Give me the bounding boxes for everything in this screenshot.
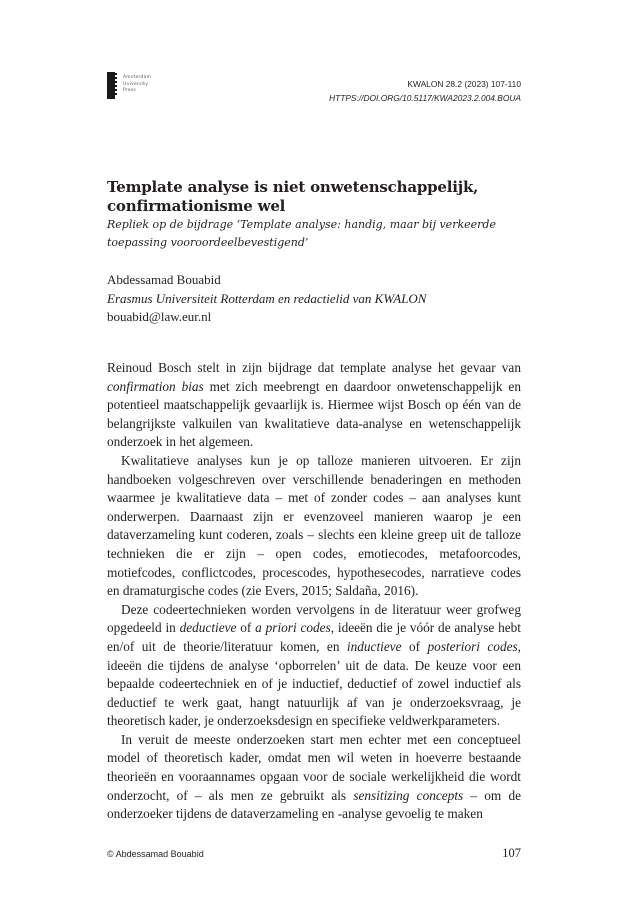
page-number: 107 [502, 846, 521, 860]
journal-header [329, 77, 521, 105]
text-run: – om de onderzoeker tijdens de dataverzameling en -analyse gevoelig te maken [107, 787, 521, 822]
publisher-logo [107, 72, 167, 100]
emphasis: deductieve [179, 620, 237, 636]
publisher-line: Press [123, 88, 137, 93]
emphasis: posteriori codes, [427, 638, 522, 654]
paragraph-4 [107, 731, 521, 824]
text-run: In veruit de meeste onderzoeken start men echter met een conceptueel model of theoretisch kader, omdat men wil weten in hoeverre bestaande theorieën en vooraannames opgaan voor de sociale werkelijkheid die wordt onderzocht, of – als men ze gebruikt als [107, 731, 521, 803]
paragraph-1 [107, 359, 521, 452]
author-info [107, 271, 527, 327]
author-email[interactable]: bouabid@law.eur.nl [107, 309, 212, 324]
emphasis: confirmation bias [107, 378, 204, 394]
title-line: Template analyse is niet onwetenschappelijk, [107, 178, 479, 196]
text-run: Deze codeertechnieken worden vervolgens in de literatuur weer grofweg opgedeeld in [107, 601, 521, 636]
subtitle-line: toepassing vooroordeelbevestigend’ [107, 236, 309, 249]
text-run: Reinoud Bosch stelt in zijn bijdrage dat template analyse het gevaar van [107, 360, 521, 375]
text-run: , ideeën die je vóór de analyse hebt en/of uit de theorie/literatuur komen, en [107, 620, 521, 654]
publisher-line: Amsterdam [123, 75, 152, 80]
text-run: Kwalitatieve analyses kun je op talloze manieren uitvoeren. Er zijn handboeken volgeschreven over verschillende benaderingen en methoden waarmee je kwalitatieve data – met of zonder codes – aan analyses kunt onderwerpen. Daarnaast zijn er evenzoveel manieren waarop je een dataverzameling kunt coderen, zoals – slechts een kleine greep uit de talloze technieken die er zijn – open codes, emotiecodes, metafoorcodes, motiefcodes, conflictcodes, procescodes, hypothesecodes, narratieve codes en dramaturgische codes (zie Evers, 2015; Saldaña, 2016). [107, 452, 521, 599]
emphasis: inductieve [346, 638, 402, 654]
subtitle-line: Repliek op de bijdrage ‘Template analyse: handig, maar bij verkeerde [107, 218, 496, 231]
text-run: of [401, 638, 428, 654]
paragraph-3 [107, 601, 521, 731]
author-affiliation: Erasmus Universiteit Rotterdam en redactielid van KWALON [107, 290, 427, 306]
emphasis: a priori codes [255, 620, 331, 636]
logo-teeth-decoration [114, 73, 117, 99]
emphasis: sensitizing concepts [353, 787, 464, 803]
article-body [107, 359, 521, 824]
text-run: ideeën die tijdens de analyse ‘opborrelen’ uit de data. De keuze voor een bepaalde codeertechniek en of je inductief, deductief of zowel inductief als deductief te werk gaat, hangt natuurlijk af van je onderzoeksvraag, je theoretisch kader, je onderzoeksdesign en specifieke veldwerkparameters. [107, 657, 521, 729]
copyright-notice: © Abdessamad Bouabid [107, 849, 204, 859]
journal-citation: KWALON 28.2 (2023) 107-110 [407, 79, 521, 89]
doi-link[interactable]: HTTPS://DOI.ORG/10.5117/KWA2023.2.004.BOUA [329, 93, 521, 103]
article-heading [107, 178, 527, 252]
author-name: Abdessamad Bouabid [107, 272, 221, 287]
article-subtitle [107, 216, 527, 252]
text-run: of [236, 620, 256, 636]
publisher-name [123, 75, 151, 95]
text-run: met zich meebrengt en daardoor onwetenschappelijk en potentieel maatschappelijk gevaarlijk is. Hiermee wijst Bosch op één van de belangrijkste valkuilen van kwalitatieve data-analyse en wetenschappelijk onderzoek in het algemeen. [107, 378, 521, 450]
paragraph-2 [107, 452, 521, 601]
title-line: confirmationisme wel [107, 197, 286, 215]
article-title [107, 178, 527, 216]
publisher-line: University [123, 81, 149, 87]
